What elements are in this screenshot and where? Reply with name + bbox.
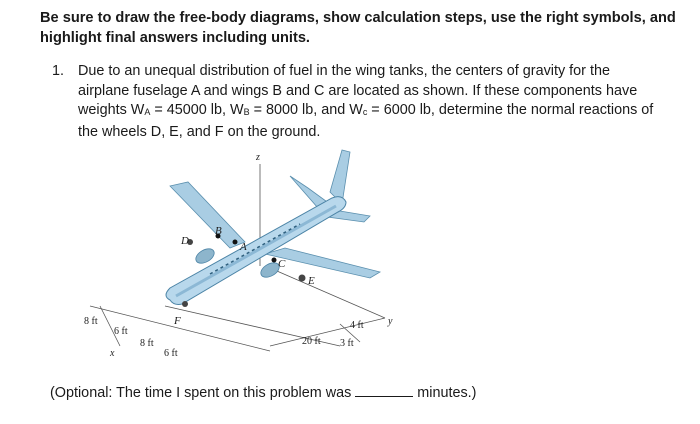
dim-3ft: 3 ft	[340, 338, 354, 349]
instructions-line-2: highlight final answers including units.	[40, 30, 310, 46]
dim-8ft-left: 8 ft	[84, 316, 98, 327]
label-b: B	[215, 225, 222, 237]
label-z: z	[256, 152, 260, 163]
label-y: y	[388, 316, 393, 327]
vertical-stabilizer	[330, 150, 350, 204]
cg-c	[272, 258, 277, 263]
label-d: D	[181, 235, 189, 247]
instructions-line-1: Be sure to draw the free-body diagrams, show calculation steps, use the right symbols, and	[40, 10, 676, 26]
instructions	[40, 8, 680, 48]
dim-6ft-a: 6 ft	[114, 326, 128, 337]
dim-8ft-b: 8 ft	[140, 338, 154, 349]
dim-20ft: 20 ft	[302, 336, 321, 347]
optional-suffix: minutes.)	[417, 385, 477, 401]
dim-4ft: 4 ft	[350, 320, 364, 331]
label-c: C	[278, 258, 286, 270]
dim-6ft-b: 6 ft	[164, 348, 178, 359]
airplane-figure	[70, 146, 410, 366]
problem-line-1: Due to an unequal distribution of fuel in the wing tanks, the centers of gravity for the	[78, 63, 610, 79]
label-e: E	[308, 275, 315, 287]
cg-a	[233, 240, 238, 245]
problem-line-3: weights $W_A = 45000$ lb, $W_B = 8000$ lb, and $W_c = 6000$ lb, determine the normal reactions of	[78, 102, 654, 118]
label-x: x	[110, 348, 115, 359]
wheel-f	[182, 301, 188, 307]
problem-statement	[52, 62, 682, 142]
optional-time-note	[50, 384, 476, 401]
label-f: F	[174, 315, 181, 327]
airplane-diagram	[70, 146, 410, 366]
time-blank[interactable]	[355, 384, 413, 397]
label-a: A	[240, 241, 247, 253]
problem-line-2: airplane fuselage A and wings B and C are located as shown. If these components have	[78, 82, 638, 99]
problem-line-4: the wheels D, E, and F on the ground.	[78, 123, 321, 140]
optional-prefix: (Optional: The time I spent on this problem was	[50, 385, 352, 401]
problem-number: 1.	[52, 63, 65, 79]
wheel-e	[299, 275, 306, 282]
